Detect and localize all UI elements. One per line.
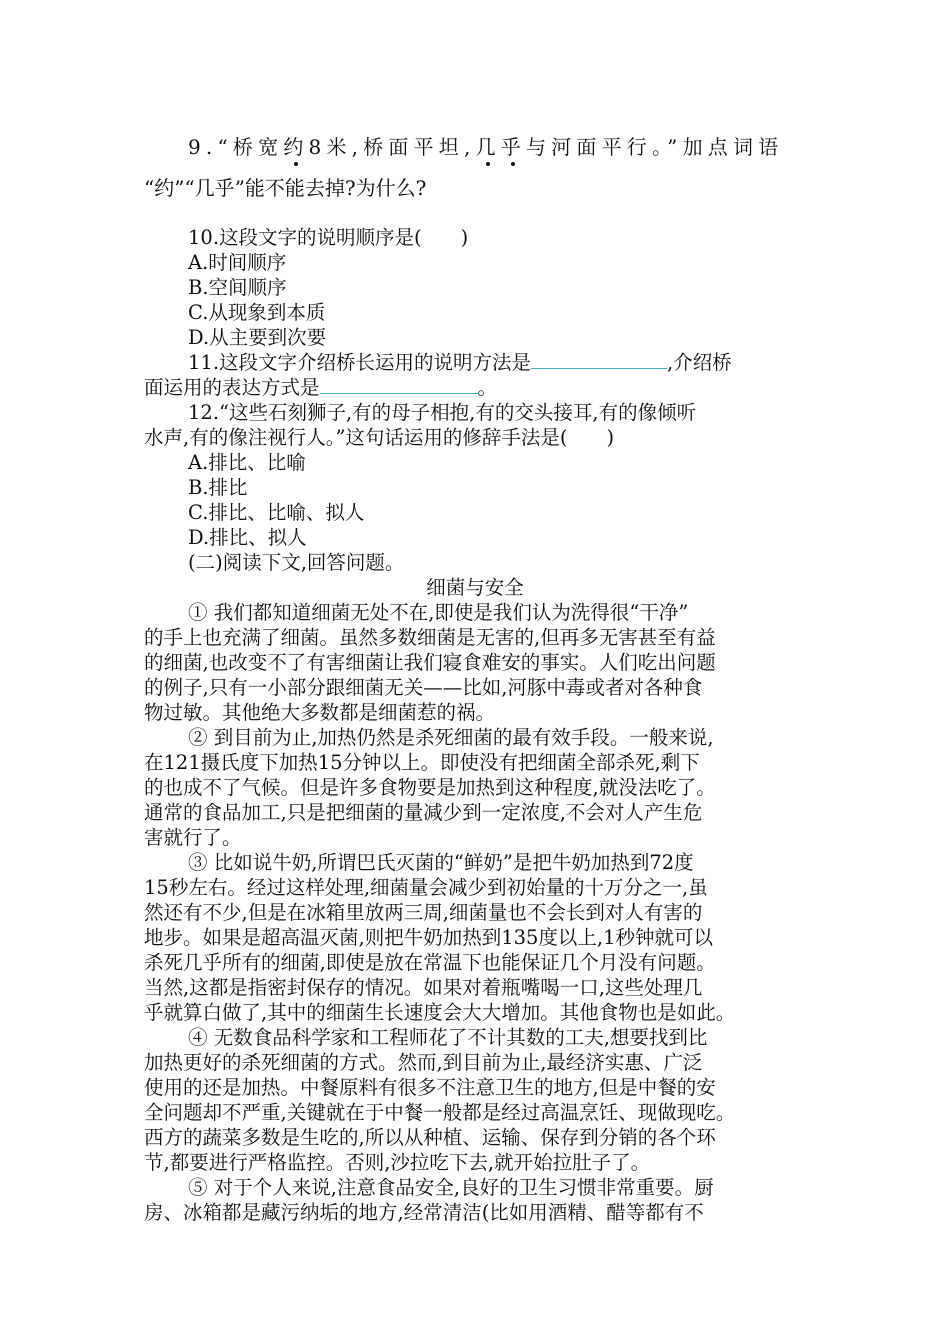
question-12-option-b: B.排比 (188, 476, 248, 499)
question-10-option-b: B.空间顺序 (188, 276, 287, 299)
article-line: 节,都要进行严格监控。否则,沙拉吃下去,就开始拉肚子了。 (144, 1151, 651, 1174)
question-12-option-a: A.排比、比喻 (188, 451, 306, 474)
article-line: 物过敏。其他绝大多数都是细菌惹的祸。 (144, 701, 496, 724)
question-12-option-d: D.排比、拟人 (188, 526, 307, 549)
q11-part1: 11.这段文字介绍桥长运用的说明方法是 (188, 351, 532, 374)
article-line: 15秒左右。经过这样处理,细菌量会减少到初始量的十万分之一,虽 (144, 876, 708, 899)
article-line: 使用的还是加热。中餐原料有很多不注意卫生的地方,但是中餐的安 (144, 1076, 716, 1099)
article-line: 害就行了。 (144, 826, 242, 849)
article-line: 然还有不少,但是在冰箱里放两三周,细菌量也不会长到对人有害的 (144, 901, 703, 924)
question-9-line-1 (188, 134, 783, 160)
question-10-option-a: A.时间顺序 (188, 251, 287, 274)
article-line: 当然,这都是指密封保存的情况。如果对着瓶嘴喝一口,这些处理几 (144, 976, 703, 999)
section-2-heading: (二)阅读下文,回答问题。 (188, 551, 405, 574)
q9-mid1: 8米,桥面平坦, (308, 135, 476, 159)
article-line: ① 我们都知道细菌无处不在,即使是我们认为洗得很“干净” (188, 601, 689, 624)
dotted-word-yue: 约 (283, 135, 309, 159)
article-line: 全问题却不严重,关键就在于中餐一般都是经过高温烹饪、现做现吃。 (144, 1101, 736, 1124)
article-line: 乎就算白做了,其中的细菌生长速度会大大增加。其他食物也是如此。 (144, 1001, 736, 1024)
question-9-line-2: “约”“几乎”能不能去掉?为什么? (144, 176, 427, 200)
dotted-word-hu: 乎 (500, 135, 526, 159)
article-line: 的手上也充满了细菌。虽然多数细菌是无害的,但再多无害甚至有益 (144, 626, 716, 649)
article-line: ④ 无数食品科学家和工程师花了不计其数的工夫,想要找到比 (188, 1026, 708, 1049)
article-line: 的细菌,也改变不了有害细菌让我们寝食难安的事实。人们吃出问题 (144, 651, 716, 674)
question-10-option-d: D.从主要到次要 (188, 326, 327, 349)
q11-part4: 。 (477, 376, 498, 399)
article-line: 通常的食品加工,只是把细菌的量减少到一定浓度,不会对人产生危 (144, 801, 703, 824)
article-line: 在121摄氏度下加热15分钟以上。即使没有把细菌全部杀死,剩下 (144, 751, 700, 774)
question-11-line-1 (188, 350, 732, 376)
q9-prefix: 9.“桥宽 (188, 135, 284, 159)
question-12-line-1: 12.“这些石刻狮子,有的母子相抱,有的交头接耳,有的像倾听 (188, 401, 697, 424)
q11-part2: ,介绍桥 (667, 351, 732, 374)
article-line: 西方的蔬菜多数是生吃的,所以从种植、运输、保存到分销的各个环 (144, 1126, 716, 1149)
question-12-option-c: C.排比、比喻、拟人 (188, 501, 365, 524)
article-line: 的例子,只有一小部分跟细菌无关——比如,河豚中毒或者对各种食 (144, 676, 703, 699)
article-title: 细菌与安全 (426, 576, 524, 599)
q11-part3: 面运用的表达方式是 (144, 376, 320, 399)
question-11-line-2 (144, 375, 497, 401)
article-line: 的也成不了气候。但是许多食物要是加热到这种程度,就没法吃了。 (144, 776, 716, 799)
article-line: ② 到目前为止,加热仍然是杀死细菌的最有效手段。一般来说, (188, 726, 714, 749)
answer-blank-1[interactable] (531, 350, 667, 369)
article-line: 地步。如果是超高温灭菌,则把牛奶加热到135度以上,1秒钟就可以 (144, 926, 714, 949)
article-line: ③ 比如说牛奶,所谓巴氏灭菌的“鲜奶”是把牛奶加热到72度 (188, 851, 694, 874)
article-line: 加热更好的杀死细菌的方式。然而,到目前为止,最经济实惠、广泛 (144, 1051, 703, 1074)
dotted-word-ji: 几 (475, 135, 501, 159)
question-10-stem: 10.这段文字的说明顺序是( ) (188, 226, 469, 249)
article-line: ⑤ 对于个人来说,注意食品安全,良好的卫生习惯非常重要。厨 (188, 1176, 714, 1199)
q9-mid2: 与河面平行。”加点词语 (525, 135, 784, 159)
answer-blank-2[interactable] (320, 375, 478, 394)
article-line: 杀死几乎所有的细菌,即使是放在常温下也能保证几个月没有问题。 (144, 951, 716, 974)
article-line: 房、冰箱都是藏污纳垢的地方,经常清洁(比如用酒精、醋等都有不 (144, 1201, 704, 1224)
question-10-option-c: C.从现象到本质 (188, 301, 326, 324)
question-12-line-2: 水声,有的像注视行人。”这句话运用的修辞手法是( ) (144, 426, 615, 449)
